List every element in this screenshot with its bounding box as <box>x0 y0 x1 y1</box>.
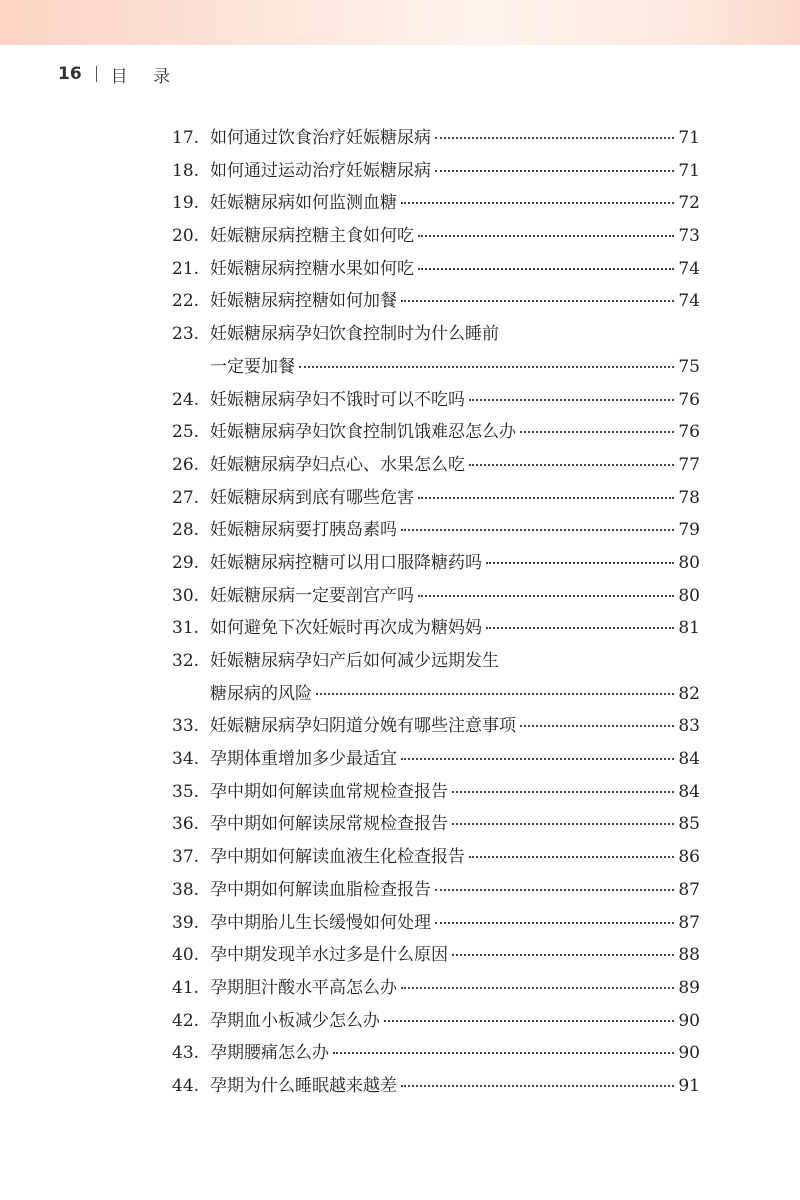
toc-entry-page: 80 <box>678 585 700 606</box>
toc-dot-leader <box>520 724 674 727</box>
toc-entry-number: 32. <box>172 651 200 671</box>
toc-entry-line <box>172 449 700 482</box>
toc-entry-page: 87 <box>678 912 700 933</box>
toc-entry-page: 71 <box>678 128 700 148</box>
toc-entry-number: 28. <box>172 520 200 541</box>
toc-entry[interactable] <box>172 939 700 972</box>
toc-entry-number: 29. <box>172 552 200 573</box>
toc-entry-number: 43. <box>172 1043 200 1064</box>
toc-dot-leader <box>469 463 674 466</box>
toc-entry-number: 44. <box>172 1075 200 1096</box>
toc-entry-number: 33. <box>172 716 200 737</box>
toc-entry-page: 71 <box>678 160 700 181</box>
toc-entry-page: 81 <box>678 618 700 639</box>
toc-entry-title: 妊娠糖尿病控糖主食如何吃 <box>210 226 414 247</box>
toc-entry-line <box>172 482 700 515</box>
toc-dot-leader <box>333 1051 674 1054</box>
page-number: 16 <box>58 64 82 84</box>
toc-entry-page: 77 <box>678 454 700 475</box>
toc-entry-title: 妊娠糖尿病孕妇阴道分娩有哪些注意事项 <box>210 716 516 737</box>
toc-dot-leader <box>316 692 674 695</box>
toc-entry-title: 孕中期如何解读血常规检查报告 <box>210 781 448 802</box>
toc-entry-title: 孕中期如何解读尿常规检查报告 <box>210 814 448 835</box>
toc-entry-page: 79 <box>678 520 700 541</box>
toc-entry-title: 如何通过运动治疗妊娠糖尿病 <box>210 160 431 181</box>
toc-entry[interactable] <box>172 874 700 907</box>
toc-entry-page: 83 <box>678 716 700 737</box>
toc-entry-number: 40. <box>172 945 200 966</box>
toc-entry-line <box>172 318 700 351</box>
toc-dot-leader <box>401 757 674 760</box>
toc-entry[interactable] <box>172 743 700 776</box>
toc-entry-number: 31. <box>172 618 200 639</box>
toc-entry-number: 23. <box>172 324 200 345</box>
toc-entry-page: 78 <box>678 487 700 508</box>
toc-entry[interactable] <box>172 1037 700 1070</box>
toc-entry[interactable] <box>172 972 700 1005</box>
toc-entry-page: 90 <box>678 1043 700 1064</box>
toc-entry-page: 76 <box>678 389 700 410</box>
toc-dot-leader <box>435 888 674 891</box>
table-of-contents <box>172 122 700 1103</box>
toc-entry-page: 74 <box>678 291 700 312</box>
toc-entry-line <box>172 939 700 972</box>
toc-entry[interactable] <box>172 1005 700 1038</box>
toc-entry[interactable] <box>172 841 700 874</box>
toc-dot-leader <box>452 953 674 956</box>
toc-entry-page: 88 <box>678 945 700 966</box>
toc-entry-title: 妊娠糖尿病如何监测血糖 <box>210 193 397 214</box>
toc-dot-leader <box>435 136 674 139</box>
toc-entry[interactable] <box>172 285 700 318</box>
toc-entry-page: 72 <box>678 193 700 214</box>
toc-entry-number: 27. <box>172 487 200 508</box>
toc-entry-title: 妊娠糖尿病孕妇饮食控制饥饿难忍怎么办 <box>210 422 516 443</box>
toc-entry[interactable] <box>172 580 700 613</box>
toc-entry-page: 85 <box>678 814 700 835</box>
toc-entry-title: 孕期体重增加多少最适宜 <box>210 749 397 770</box>
toc-entry-title: 糖尿病的风险 <box>210 683 312 704</box>
toc-entry-number: 42. <box>172 1010 200 1031</box>
toc-entry[interactable] <box>172 612 700 645</box>
toc-entry-line <box>172 220 700 253</box>
toc-entry-title: 孕中期如何解读血脂检查报告 <box>210 879 431 900</box>
toc-entry-title: 孕期胆汁酸水平高怎么办 <box>210 977 397 998</box>
toc-entry-number: 24. <box>172 389 200 410</box>
toc-entry-page: 80 <box>678 552 700 573</box>
toc-dot-leader <box>418 496 674 499</box>
toc-dot-leader <box>469 398 674 401</box>
toc-dot-leader <box>418 234 674 237</box>
toc-entry-page: 74 <box>678 258 700 279</box>
toc-entry[interactable] <box>172 645 700 710</box>
toc-entry[interactable] <box>172 318 700 383</box>
toc-entry-line <box>172 416 700 449</box>
toc-entry-line <box>172 841 700 874</box>
toc-entry[interactable] <box>172 907 700 940</box>
toc-entry-title: 如何避免下次妊娠时再次成为糖妈妈 <box>210 618 482 639</box>
toc-entry[interactable] <box>172 253 700 286</box>
toc-entry-title: 孕期为什么睡眠越来越差 <box>210 1075 397 1096</box>
toc-entry-line <box>172 155 700 188</box>
toc-entry[interactable] <box>172 482 700 515</box>
toc-entry-title: 妊娠糖尿病孕妇点心、水果怎么吃 <box>210 454 465 475</box>
toc-entry[interactable] <box>172 808 700 841</box>
toc-entry-page: 87 <box>678 879 700 900</box>
toc-entry-title: 妊娠糖尿病要打胰岛素吗 <box>210 520 397 541</box>
toc-entry-title: 妊娠糖尿病孕妇饮食控制时为什么睡前 <box>210 324 499 345</box>
toc-dot-leader <box>486 561 674 564</box>
toc-entry-line <box>172 645 700 678</box>
toc-entry-line <box>172 514 700 547</box>
toc-entry-number: 25. <box>172 422 200 443</box>
toc-dot-leader <box>418 594 674 597</box>
running-head <box>58 62 180 86</box>
toc-entry-page: 84 <box>678 781 700 802</box>
toc-dot-leader <box>452 822 674 825</box>
toc-entry-line <box>172 285 700 318</box>
toc-dot-leader <box>486 626 674 629</box>
toc-entry-title: 如何通过饮食治疗妊娠糖尿病 <box>210 128 431 148</box>
toc-entry-number: 34. <box>172 749 200 770</box>
toc-dot-leader <box>469 855 674 858</box>
toc-entry[interactable] <box>172 416 700 449</box>
toc-entry-line <box>172 187 700 220</box>
toc-entry-number: 19. <box>172 193 200 214</box>
toc-entry-page: 86 <box>678 847 700 868</box>
toc-entry-page: 91 <box>678 1075 700 1096</box>
toc-entry-line <box>172 351 700 384</box>
toc-dot-leader <box>435 169 674 172</box>
toc-entry-page: 73 <box>678 226 700 247</box>
toc-dot-leader <box>520 430 674 433</box>
toc-entry-number: 21. <box>172 258 200 279</box>
toc-entry-title: 孕期血小板减少怎么办 <box>210 1010 380 1031</box>
toc-entry[interactable] <box>172 1070 700 1103</box>
toc-entry-number: 41. <box>172 977 200 998</box>
toc-entry-number: 17. <box>172 128 200 148</box>
toc-entry[interactable] <box>172 776 700 809</box>
toc-entry-line <box>172 874 700 907</box>
toc-dot-leader <box>384 1019 674 1022</box>
toc-dot-leader <box>418 267 674 270</box>
toc-dot-leader <box>435 921 674 924</box>
toc-entry-page: 76 <box>678 422 700 443</box>
toc-entry-number: 18. <box>172 160 200 181</box>
toc-entry-page: 84 <box>678 749 700 770</box>
toc-entry-number: 20. <box>172 226 200 247</box>
toc-entry-line <box>172 122 700 155</box>
toc-entry-number: 30. <box>172 585 200 606</box>
toc-entry-title: 孕中期发现羊水过多是什么原因 <box>210 945 448 966</box>
section-title: 目 录 <box>110 66 181 87</box>
toc-entry-number: 39. <box>172 912 200 933</box>
toc-dot-leader <box>401 299 674 302</box>
toc-entry[interactable] <box>172 384 700 417</box>
toc-entry-title: 妊娠糖尿病控糖水果如何吃 <box>210 258 414 279</box>
toc-entry-page: 82 <box>678 683 700 704</box>
header-divider <box>96 66 97 82</box>
toc-entry-line <box>172 776 700 809</box>
toc-entry-title: 一定要加餐 <box>210 356 295 377</box>
toc-entry-title: 妊娠糖尿病控糖可以用口服降糖药吗 <box>210 552 482 573</box>
toc-entry[interactable] <box>172 547 700 580</box>
toc-entry[interactable] <box>172 155 700 188</box>
toc-dot-leader <box>401 528 674 531</box>
toc-entry-title: 孕期腰痛怎么办 <box>210 1043 329 1064</box>
toc-entry[interactable] <box>172 514 700 547</box>
toc-entry[interactable] <box>172 122 700 155</box>
toc-entry-title: 妊娠糖尿病孕妇不饿时可以不吃吗 <box>210 389 465 410</box>
toc-entry-title: 孕中期如何解读血液生化检查报告 <box>210 847 465 868</box>
header-decoration-band <box>0 0 800 45</box>
toc-entry-line <box>172 580 700 613</box>
toc-entry-line <box>172 808 700 841</box>
toc-entry-line <box>172 1070 700 1103</box>
toc-entry-line <box>172 253 700 286</box>
toc-entry[interactable] <box>172 449 700 482</box>
toc-entry-line <box>172 972 700 1005</box>
toc-entry-line <box>172 1005 700 1038</box>
toc-entry-title: 孕中期胎儿生长缓慢如何处理 <box>210 912 431 933</box>
toc-entry-page: 90 <box>678 1010 700 1031</box>
toc-entry[interactable] <box>172 187 700 220</box>
toc-entry-title: 妊娠糖尿病到底有哪些危害 <box>210 487 414 508</box>
toc-entry-line <box>172 547 700 580</box>
toc-entry-title: 妊娠糖尿病控糖如何加餐 <box>210 291 397 312</box>
toc-entry-number: 26. <box>172 454 200 475</box>
toc-entry[interactable] <box>172 220 700 253</box>
toc-entry-line <box>172 678 700 711</box>
toc-dot-leader <box>401 986 674 989</box>
toc-dot-leader <box>299 365 674 368</box>
toc-entry-page: 89 <box>678 977 700 998</box>
toc-entry-line <box>172 612 700 645</box>
toc-entry-line <box>172 907 700 940</box>
toc-entry[interactable] <box>172 710 700 743</box>
toc-entry-number: 37. <box>172 847 200 868</box>
toc-entry-line <box>172 710 700 743</box>
toc-dot-leader <box>401 201 674 204</box>
toc-entry-number: 22. <box>172 291 200 312</box>
toc-entry-page: 75 <box>678 356 700 377</box>
toc-dot-leader <box>452 790 674 793</box>
toc-entry-number: 35. <box>172 781 200 802</box>
toc-entry-line <box>172 743 700 776</box>
toc-entry-line <box>172 384 700 417</box>
toc-entry-title: 妊娠糖尿病一定要剖宫产吗 <box>210 585 414 606</box>
toc-entry-line <box>172 1037 700 1070</box>
toc-entry-title: 妊娠糖尿病孕妇产后如何减少远期发生 <box>210 651 499 671</box>
toc-dot-leader <box>401 1084 674 1087</box>
toc-entry-number: 38. <box>172 879 200 900</box>
toc-entry-number: 36. <box>172 814 200 835</box>
